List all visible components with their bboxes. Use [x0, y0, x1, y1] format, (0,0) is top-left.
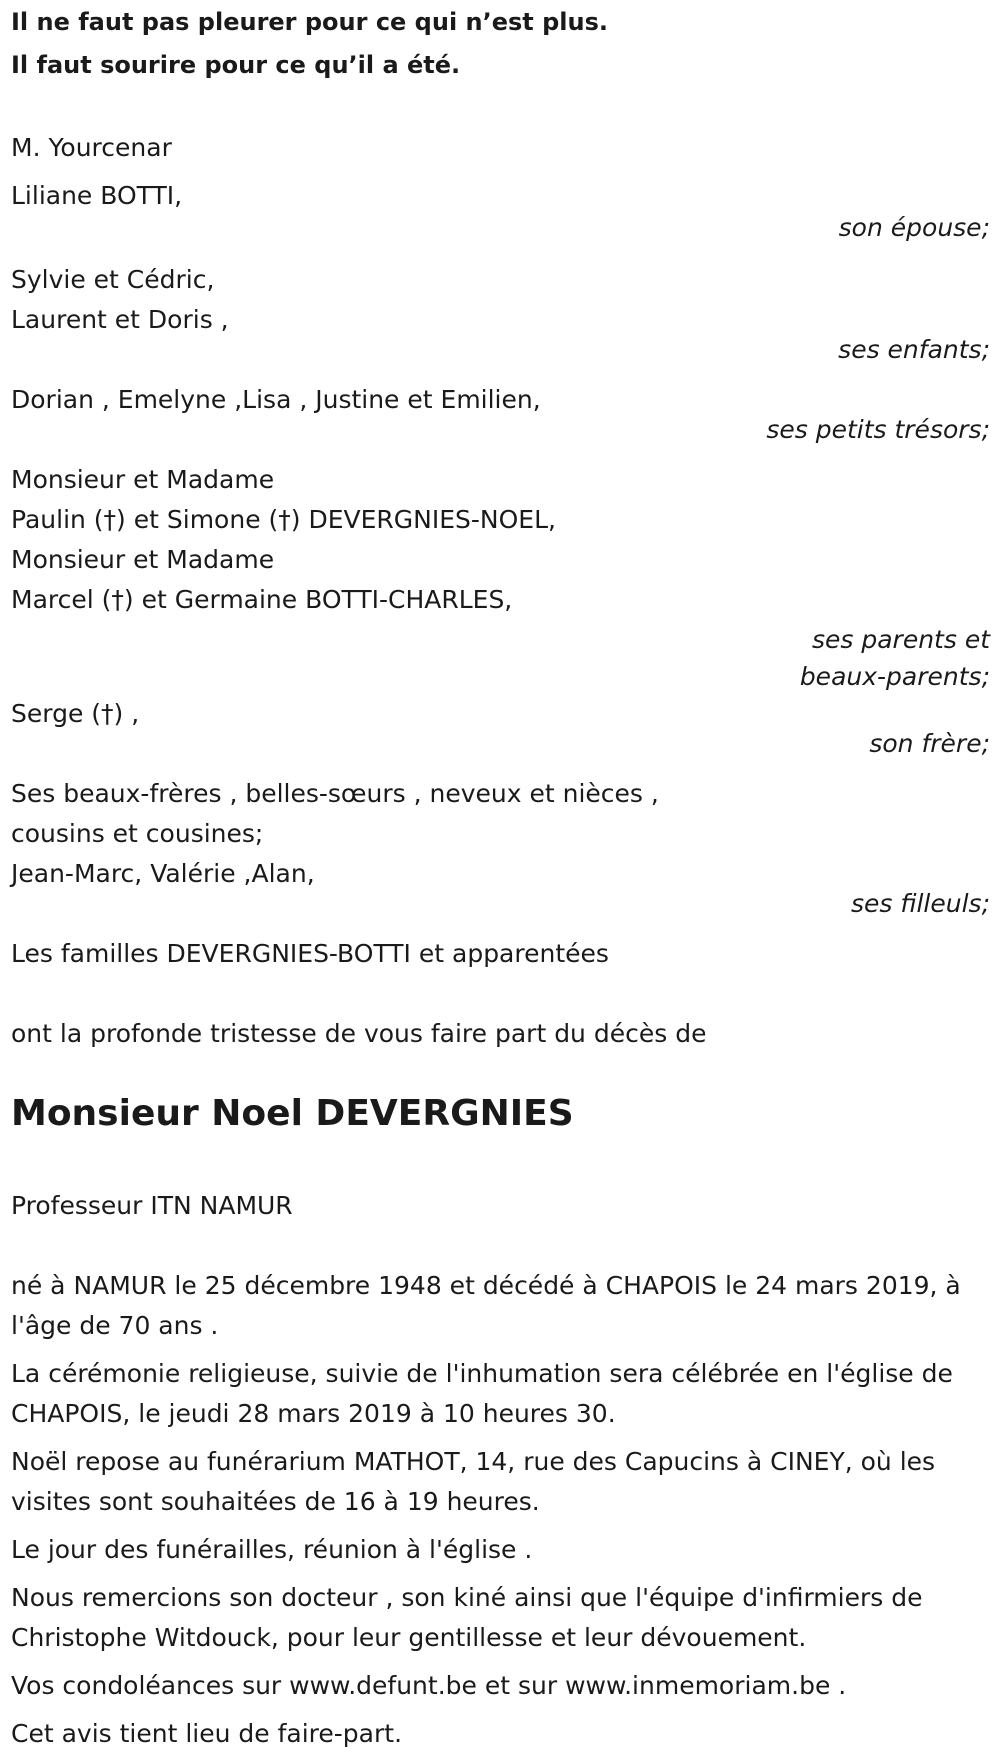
condolences-paragraph: Vos condoléances sur www.defunt.be et sur www.inmemoriam.be . — [11, 1671, 847, 1700]
inlaws-line-2: cousins et cousines; — [11, 819, 264, 848]
brother-name: Serge (†) , — [11, 699, 140, 728]
godchildren-role: ses filleuls; — [850, 889, 990, 918]
deceased-name: Monsieur Noel DEVERGNIES — [11, 1093, 574, 1134]
children-role: ses enfants; — [838, 335, 990, 364]
inlaws-line-1: Ses beaux-frères , belles-sœurs , neveux et nièces , — [11, 779, 659, 808]
parents-line-1: Monsieur et Madame — [11, 465, 275, 494]
parents-line-4: Marcel (†) et Germaine BOTTI-CHARLES, — [11, 585, 513, 614]
children-line-2: Laurent et Doris , — [11, 305, 229, 334]
families-line: Les familles DEVERGNIES-BOTTI et apparentées — [11, 939, 609, 968]
thanks-paragraph: Nous remercions son docteur , son kiné ainsi que l'équipe d'infirmiers de Christophe Witdouck, pour leur gentillesse et leur dévouement. — [11, 1583, 923, 1652]
announcement: ont la profonde tristesse de vous faire part du décès de — [11, 1019, 707, 1048]
spouse-role: son épouse; — [838, 213, 990, 242]
spouse-name: Liliane BOTTI, — [11, 181, 183, 210]
parents-line-3: Monsieur et Madame — [11, 545, 275, 574]
grandchildren-role: ses petits trésors; — [766, 415, 990, 444]
ceremony-paragraph: La cérémonie religieuse, suivie de l'inhumation sera célébrée en l'église de CHAPOIS, le jeudi 28 mars 2019 à 10 heures 30. — [11, 1359, 953, 1428]
parents-line-2: Paulin (†) et Simone (†) DEVERGNIES-NOEL, — [11, 505, 556, 534]
profession: Professeur ITN NAMUR — [11, 1191, 293, 1220]
brother-role: son frère; — [869, 729, 990, 758]
parents-role-2: beaux-parents; — [799, 662, 990, 691]
children-line-1: Sylvie et Cédric, — [11, 265, 215, 294]
opening-quote — [11, 2, 1000, 88]
obituary-notice — [0, 2, 1000, 1748]
parents-role-1: ses parents et — [811, 625, 990, 654]
quote-author: M. Yourcenar — [11, 133, 172, 162]
quote-line-2: Il faut sourire pour ce qu’il a été. — [11, 51, 461, 79]
funeral-day-paragraph: Le jour des funérailles, réunion à l'église . — [11, 1535, 533, 1564]
quote-line-1: Il ne faut pas pleurer pour ce qui n’est plus. — [11, 8, 609, 36]
grandchildren: Dorian , Emelyne ,Lisa , Justine et Emilien, — [11, 385, 541, 414]
notice-paragraph: Cet avis tient lieu de faire-part. — [11, 1719, 403, 1748]
birth-death-paragraph: né à NAMUR le 25 décembre 1948 et décédé à CHAPOIS le 24 mars 2019, à l'âge de 70 ans . — [11, 1271, 961, 1340]
godchildren: Jean-Marc, Valérie ,Alan, — [11, 859, 315, 888]
rest-paragraph: Noël repose au funérarium MATHOT, 14, rue des Capucins à CINEY, où les visites sont souhaitées de 16 à 19 heures. — [11, 1447, 936, 1516]
